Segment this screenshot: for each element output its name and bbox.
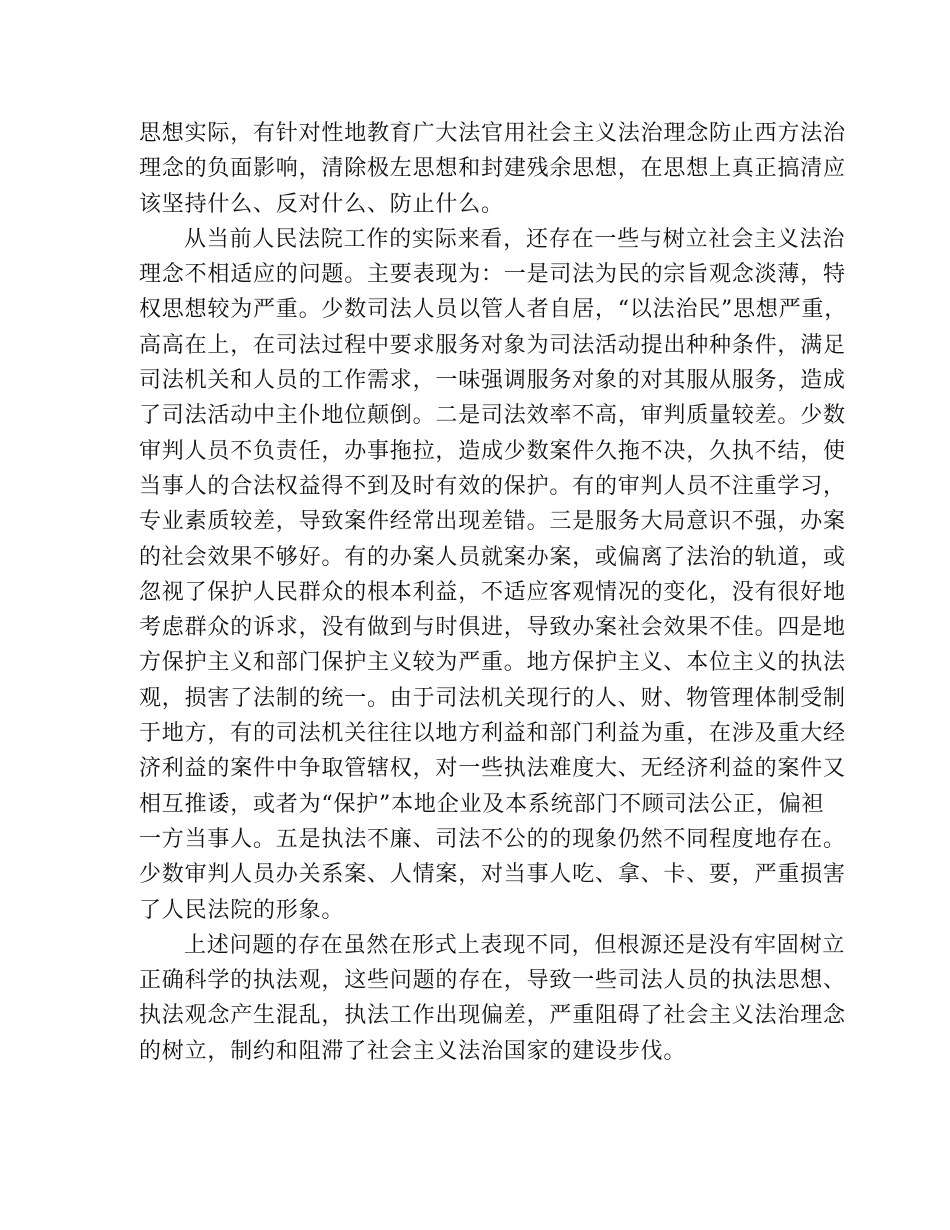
text-line: 的树立，制约和阻滞了社会主义法治国家的建设步伐。 bbox=[139, 1038, 687, 1064]
text-line: 方保护主义和部门保护主义较为严重。地方保护主义、本位主义的执法 bbox=[139, 650, 846, 676]
text-line: 思想实际，有针对性地教育广大法官用社会主义法治理念防止西方法治 bbox=[139, 121, 846, 146]
text-line: 正确科学的执法观，这些问题的存在，导致一些司法人员的执法思想、 bbox=[139, 968, 846, 994]
paragraph-2 bbox=[139, 222, 848, 928]
text-line: 了人民法院的形象。 bbox=[139, 897, 345, 923]
text-line: 考虑群众的诉求，没有做到与时俱进，导致办案社会效果不佳。四是地 bbox=[139, 615, 846, 641]
text-line: 理念不相适应的问题。主要表现为：一是司法为民的宗旨观念淡薄，特 bbox=[139, 262, 846, 288]
text-line: 理念的负面影响，清除极左思想和封建残余思想，在思想上真正搞清应 bbox=[139, 156, 846, 182]
text-line: 了司法活动中主仆地位颠倒。二是司法效率不高，审判质量较差。少数 bbox=[139, 403, 846, 429]
text-line: 济利益的案件中争取管辖权，对一些执法难度大、无经济利益的案件又 bbox=[139, 756, 846, 782]
text-line: 忽视了保护人民群众的根本利益，不适应客观情况的变化，没有很好地 bbox=[139, 579, 846, 605]
text-line: 上述问题的存在虽然在形式上表现不同，但根源还是没有牢固树立 bbox=[184, 932, 846, 958]
text-line: 的社会效果不够好。有的办案人员就案办案，或偏离了法治的轨道，或 bbox=[139, 544, 846, 570]
text-line: 专业素质较差，导致案件经常出现差错。三是服务大局意识不强，办案 bbox=[139, 509, 846, 535]
text-line: 一方当事人。五是执法不廉、司法不公的的现象仍然不同程度地存在。 bbox=[139, 826, 846, 852]
text-line: 执法观念产生混乱，执法工作出现偏差，严重阻碍了社会主义法治理念 bbox=[139, 1003, 846, 1029]
text-line: 少数审判人员办关系案、人情案，对当事人吃、拿、卡、要，严重损害 bbox=[139, 862, 846, 888]
body-text bbox=[139, 116, 848, 1069]
text-line: 该坚持什么、反对什么、防止什么。 bbox=[139, 191, 504, 217]
text-line: 观，损害了法制的统一。由于司法机关现行的人、财、物管理体制受制 bbox=[139, 685, 846, 711]
text-line: 相互推诿，或者为“保护”本地企业及本系统部门不顾司法公正，偏袒 bbox=[139, 791, 825, 817]
text-line: 于地方，有的司法机关往往以地方利益和部门利益为重，在涉及重大经 bbox=[139, 721, 846, 747]
text-line: 当事人的合法权益得不到及时有效的保护。有的审判人员不注重学习， bbox=[139, 473, 846, 499]
text-line: 从当前人民法院工作的实际来看，还存在一些与树立社会主义法治 bbox=[184, 226, 846, 252]
paragraph-1 bbox=[139, 116, 846, 222]
text-line: 高高在上，在司法过程中要求服务对象为司法活动提出种种条件，满足 bbox=[139, 332, 846, 358]
paragraph-3 bbox=[139, 928, 846, 1069]
text-line: 审判人员不负责任，办事拖拉，造成少数案件久拖不决，久执不结，使 bbox=[139, 438, 846, 464]
text-line: 权思想较为严重。少数司法人员以管人者自居，“以法治民”思想严重， bbox=[139, 297, 848, 323]
text-line: 司法机关和人员的工作需求，一味强调服务对象的对其服从服务，造成 bbox=[139, 368, 846, 394]
